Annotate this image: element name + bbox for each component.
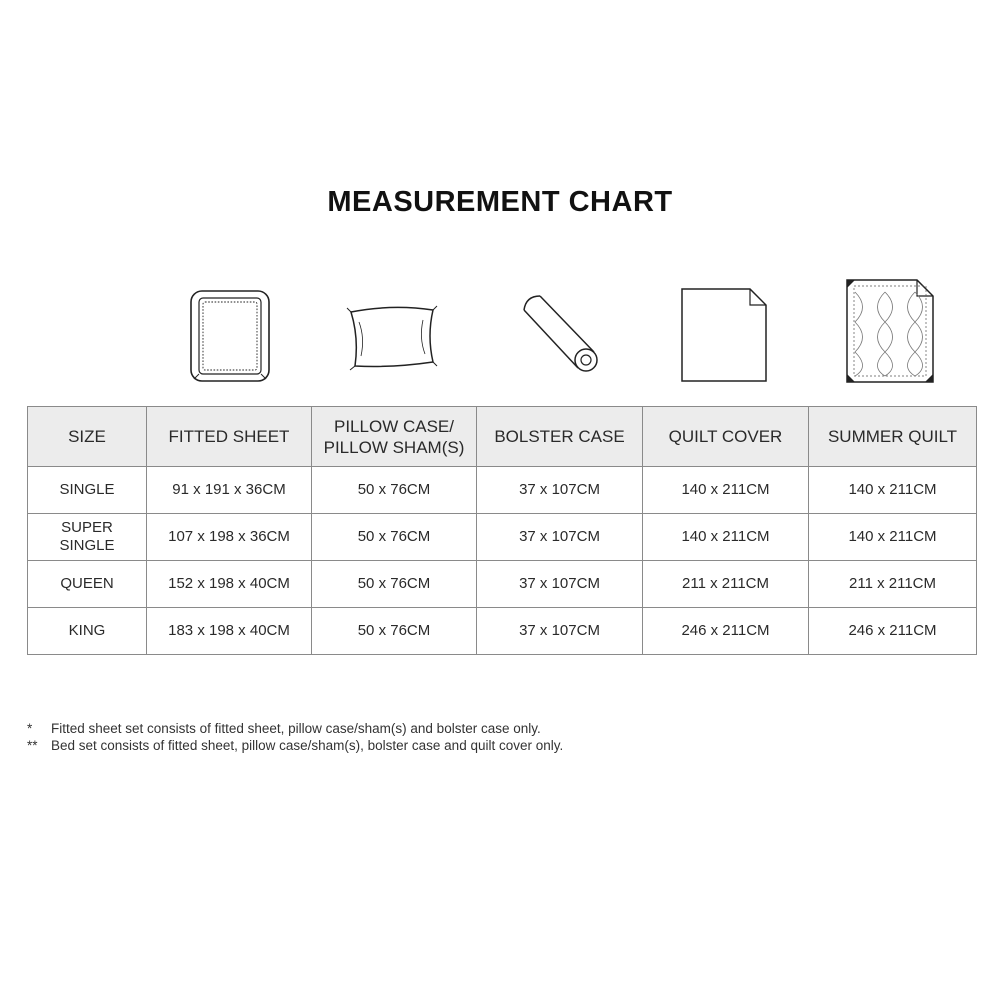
quilt-cover-cell: 246 x 211CM xyxy=(643,608,809,655)
table-row xyxy=(28,608,977,655)
quilt-cover-icon xyxy=(680,286,770,384)
pillow-case-cell: 50 x 76CM xyxy=(312,467,477,514)
header-quilt-cover: QUILT COVER xyxy=(643,407,809,467)
bolster-case-cell: 37 x 107CM xyxy=(477,514,643,561)
quilt-cover-cell: 140 x 211CM xyxy=(643,514,809,561)
footnote-text: Bed set consists of fitted sheet, pillow case/sham(s), bolster case and quilt cover only. xyxy=(51,738,564,753)
pillow-icon xyxy=(345,302,439,372)
fitted-sheet-cell: 152 x 198 x 40CM xyxy=(147,561,312,608)
footnote-text: Fitted sheet set consists of fitted sheet, pillow case/sham(s) and bolster case only. xyxy=(51,721,541,736)
size-cell: QUEEN xyxy=(28,561,147,608)
fitted-sheet-icon xyxy=(188,288,272,384)
bolster-case-cell: 37 x 107CM xyxy=(477,467,643,514)
table-row xyxy=(28,561,977,608)
measurement-table xyxy=(27,406,977,655)
fitted-sheet-cell: 183 x 198 x 40CM xyxy=(147,608,312,655)
fitted-sheet-cell: 91 x 191 x 36CM xyxy=(147,467,312,514)
table-header-row xyxy=(28,407,977,467)
bolster-case-cell: 37 x 107CM xyxy=(477,561,643,608)
size-cell: KING xyxy=(28,608,147,655)
footnote-mark: * xyxy=(27,721,33,736)
quilt-cover-cell: 211 x 211CM xyxy=(643,561,809,608)
pillow-case-cell: 50 x 76CM xyxy=(312,608,477,655)
table-row xyxy=(28,467,977,514)
page-title: MEASUREMENT CHART xyxy=(327,186,673,218)
fitted-sheet-cell: 107 x 198 x 36CM xyxy=(147,514,312,561)
summer-quilt-cell: 140 x 211CM xyxy=(809,467,977,514)
bolster-case-cell: 37 x 107CM xyxy=(477,608,643,655)
footnote xyxy=(27,737,563,754)
quilt-cover-cell: 140 x 211CM xyxy=(643,467,809,514)
summer-quilt-cell: 140 x 211CM xyxy=(809,514,977,561)
header-summer-quilt: SUMMER QUILT xyxy=(809,407,977,467)
summer-quilt-cell: 246 x 211CM xyxy=(809,608,977,655)
size-cell: SINGLE xyxy=(28,467,147,514)
bolster-icon xyxy=(518,292,604,376)
footnote xyxy=(27,720,563,737)
footnotes xyxy=(27,720,563,754)
summer-quilt-cell: 211 x 211CM xyxy=(809,561,977,608)
size-cell: SUPER SINGLE xyxy=(28,514,147,561)
summer-quilt-icon xyxy=(845,278,935,384)
footnote-mark: ** xyxy=(27,738,38,753)
pillow-case-cell: 50 x 76CM xyxy=(312,514,477,561)
header-bolster-case: BOLSTER CASE xyxy=(477,407,643,467)
header-fitted-sheet: FITTED SHEET xyxy=(147,407,312,467)
header-pillow-case: PILLOW CASE/ PILLOW SHAM(S) xyxy=(312,407,477,467)
header-size: SIZE xyxy=(28,407,147,467)
table-row xyxy=(28,514,977,561)
pillow-case-cell: 50 x 76CM xyxy=(312,561,477,608)
